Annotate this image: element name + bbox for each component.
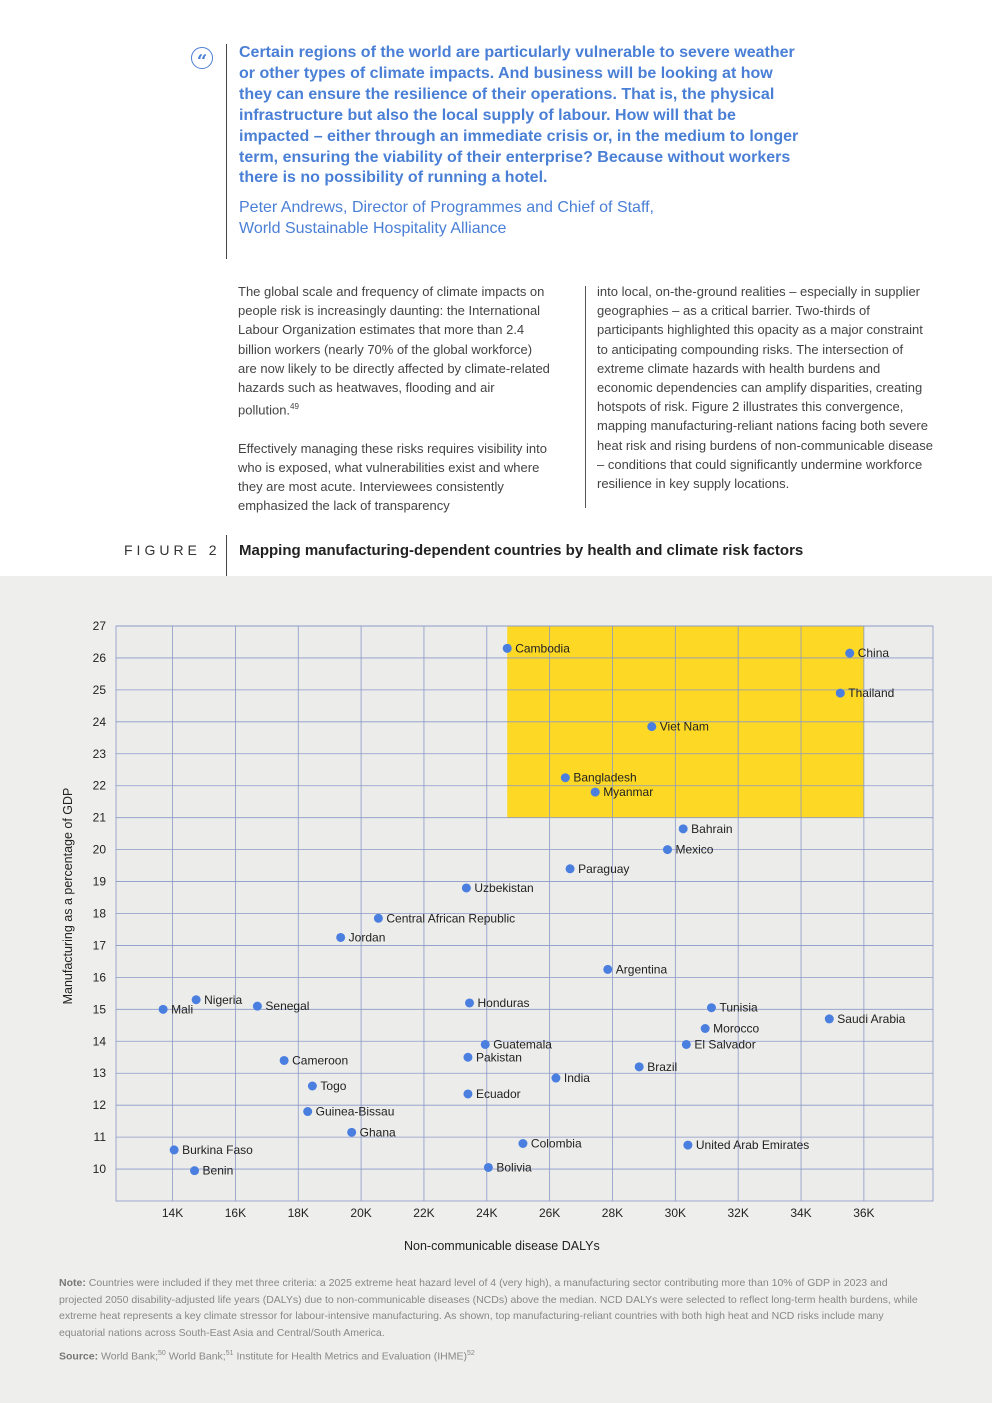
data-label: Pakistan: [475, 1050, 522, 1065]
data-point: [603, 965, 612, 974]
x-tick-label: 28K: [601, 1206, 624, 1220]
attribution-line-1: Peter Andrews, Director of Programmes and Chief of Staff,: [239, 199, 654, 216]
data-label: China: [857, 646, 890, 661]
data-label: United Arab Emirates: [695, 1138, 810, 1153]
data-label: Ghana: [359, 1125, 396, 1140]
data-point: [683, 1141, 692, 1150]
x-tick-label: 22K: [413, 1206, 435, 1220]
body-paragraph: Effectively managing these risks requires visibility into who is exposed, what vulnerabilities exist and where they are most acute. Interviewees consistently emphasized the lack of transparency: [238, 440, 548, 514]
y-tick-label: 12: [92, 1098, 106, 1113]
y-tick-label: 27: [92, 619, 106, 633]
y-tick-label: 23: [92, 746, 106, 761]
data-label: Mali: [171, 1002, 194, 1017]
data-label: Morocco: [713, 1021, 760, 1036]
y-tick-label: 26: [92, 650, 106, 665]
quote-divider: [226, 44, 227, 259]
data-label: Cameroon: [292, 1053, 349, 1068]
data-label: Tunisia: [719, 1000, 758, 1015]
data-point: [465, 998, 474, 1007]
y-tick-label: 25: [92, 682, 106, 697]
data-point: [159, 1005, 168, 1014]
data-point: [463, 1053, 472, 1062]
figure-label: FIGURE 2: [124, 542, 221, 558]
data-label: Thailand: [848, 686, 895, 701]
body-column-left: [238, 282, 553, 535]
data-label: Bolivia: [496, 1160, 532, 1175]
data-label: Jordan: [348, 930, 386, 945]
data-label: Brazil: [647, 1059, 678, 1074]
y-tick-label: 13: [92, 1066, 106, 1081]
x-tick-label: 30K: [664, 1206, 687, 1220]
data-point: [336, 933, 345, 942]
x-tick-label: 14K: [161, 1206, 184, 1220]
data-label: Bangladesh: [573, 770, 637, 785]
x-tick-label: 32K: [727, 1206, 749, 1220]
data-point: [463, 1089, 472, 1098]
note-text: Countries were included if they met three criteria: a 2025 extreme heat hazard level of 4 (very high), a manufacturing sector contributing more than 10% of GDP in 2023 and projected 2050 disability-adjusted life years (DALYs) due to non-communicable diseases (NCDs) above the median. NCD DALYs were selected to reflect long-term health burdens, while extreme heat represents a key climate stressor for labour-intensive manufacturing. As shown, top manufacturing-reliant countries with both high heat and NCD risks include many equatorial nations across South-East Asia and Central/South America.: [59, 1277, 918, 1339]
y-tick-label: 15: [92, 1002, 106, 1017]
data-point: [707, 1003, 716, 1012]
data-point: [347, 1128, 356, 1137]
body-paragraph: into local, on-the-ground realities – especially in supplier geographies – as a critical barrier. Two-thirds of participants highlighted this opacity as a major constraint to anticipating compounding risks. The intersection of extreme climate hazards with health burdens and economic dependencies can amplify disparities, creating hotspots of risk. Figure 2 illustrates this convergence, mapping manufacturing-reliant nations facing both severe heat risk and rising burdens of non-communicable disease – conditions that could significantly undermine workforce resilience in key supply locations.: [597, 284, 934, 492]
y-tick-label: 21: [92, 810, 106, 825]
data-label: Central African Republic: [386, 911, 516, 926]
y-tick-label: 19: [92, 874, 106, 889]
x-tick-label: 36K: [853, 1206, 875, 1220]
y-tick-label: 20: [92, 842, 106, 857]
data-point: [825, 1014, 834, 1023]
x-tick-label: 26K: [538, 1206, 561, 1220]
data-point: [635, 1062, 644, 1071]
y-tick-label: 24: [92, 714, 106, 729]
data-label: Bahrain: [691, 821, 733, 836]
data-label: Burkina Faso: [182, 1142, 253, 1157]
figure-note: [59, 1275, 929, 1341]
data-point: [503, 644, 512, 653]
quote-attribution: [239, 197, 799, 239]
data-point: [663, 845, 672, 854]
data-point: [561, 773, 570, 782]
x-tick-label: 16K: [224, 1206, 247, 1220]
x-tick-label: 34K: [790, 1206, 812, 1220]
x-tick-label: 20K: [350, 1206, 372, 1220]
data-point: [190, 1166, 199, 1175]
y-tick-label: 16: [92, 970, 106, 985]
data-label: Argentina: [615, 962, 668, 977]
scatter-chart: [0, 576, 992, 1236]
data-point: [481, 1040, 490, 1049]
data-point: [551, 1074, 560, 1083]
data-point: [308, 1082, 317, 1091]
y-tick-label: 14: [92, 1034, 106, 1049]
data-label: Myanmar: [603, 785, 654, 800]
data-point: [701, 1024, 710, 1033]
data-point: [566, 864, 575, 873]
data-point: [462, 883, 471, 892]
data-point: [374, 914, 383, 923]
data-point: [682, 1040, 691, 1049]
data-point: [845, 649, 854, 658]
y-tick-label: 10: [92, 1162, 106, 1177]
data-label: Paraguay: [578, 861, 630, 876]
x-tick-label: 18K: [287, 1206, 309, 1220]
data-label: Cambodia: [515, 641, 570, 656]
data-point: [679, 824, 688, 833]
data-point: [836, 689, 845, 698]
data-point: [484, 1163, 493, 1172]
data-label: El Salvador: [694, 1037, 756, 1052]
data-label: Benin: [202, 1163, 234, 1178]
y-tick-label: 22: [92, 778, 106, 793]
pull-quote: Certain regions of the world are particularly vulnerable to severe weather or other types of climate impacts. And business will be looking at how they can ensure the resilience of their operations. That is, the physical infrastructure but also the local supply of labour. How will that be impacted – either through an immediate crisis or, in the medium to longer term, ensuring the viability of their enterprise? Because without workers there is no possibility of running a hotel.: [239, 44, 799, 187]
data-label: Viet Nam: [659, 719, 709, 734]
figure-title: Mapping manufacturing-dependent countries by health and climate risk factors: [239, 542, 804, 559]
data-label: Togo: [320, 1079, 347, 1093]
data-point: [518, 1139, 527, 1148]
data-label: Nigeria: [204, 992, 243, 1007]
data-point: [280, 1056, 289, 1065]
column-divider: [585, 286, 586, 508]
data-point: [192, 995, 201, 1004]
data-point: [591, 788, 600, 797]
figure-source: Source: World Bank;$^{50}$ World Bank;$^{51}$ Institute for Health Metrics and Evaluation (IHME)$^{52}$: [59, 1350, 475, 1363]
y-tick-label: 11: [93, 1130, 106, 1145]
footnote-ref: 49: [290, 402, 299, 412]
data-point: [253, 1002, 262, 1011]
data-label: Colombia: [530, 1136, 582, 1151]
data-label: Saudi Arabia: [837, 1011, 906, 1026]
x-axis-label: Non-communicable disease DALYs: [404, 1239, 600, 1253]
data-label: Mexico: [675, 842, 714, 857]
data-label: Ecuador: [475, 1086, 521, 1101]
quote-icon: “: [191, 47, 213, 69]
data-point: [303, 1107, 312, 1116]
data-label: Honduras: [477, 995, 530, 1010]
data-point: [647, 722, 656, 731]
data-point: [170, 1145, 179, 1154]
x-tick-label: 24K: [476, 1206, 498, 1220]
data-label: Senegal: [265, 999, 310, 1014]
note-label: Note:: [59, 1277, 86, 1289]
data-label: India: [563, 1071, 590, 1086]
figure-divider: [226, 535, 227, 576]
data-label: Uzbekistan: [474, 880, 534, 895]
source-label: Source:: [59, 1350, 99, 1363]
body-column-right: [597, 282, 937, 512]
body-paragraph: The global scale and frequency of climate impacts on people risk is increasingly daunting: the International Labour Organization estimates that more than 2.4 billion workers (nearly 70% of the global workforce) are now likely to be directly affected by climate-related hazards such as heatwaves, flooding and air pollution.$^{49}$: [238, 284, 550, 418]
y-axis-label: Manufacturing as a percentage of GDP: [61, 787, 75, 1005]
data-label: Guatemala: [493, 1037, 552, 1052]
y-tick-label: 18: [92, 906, 106, 921]
attribution-line-2: World Sustainable Hospitality Alliance: [239, 220, 507, 237]
y-tick-label: 17: [92, 938, 106, 953]
data-label: Guinea-Bissau: [315, 1104, 395, 1119]
